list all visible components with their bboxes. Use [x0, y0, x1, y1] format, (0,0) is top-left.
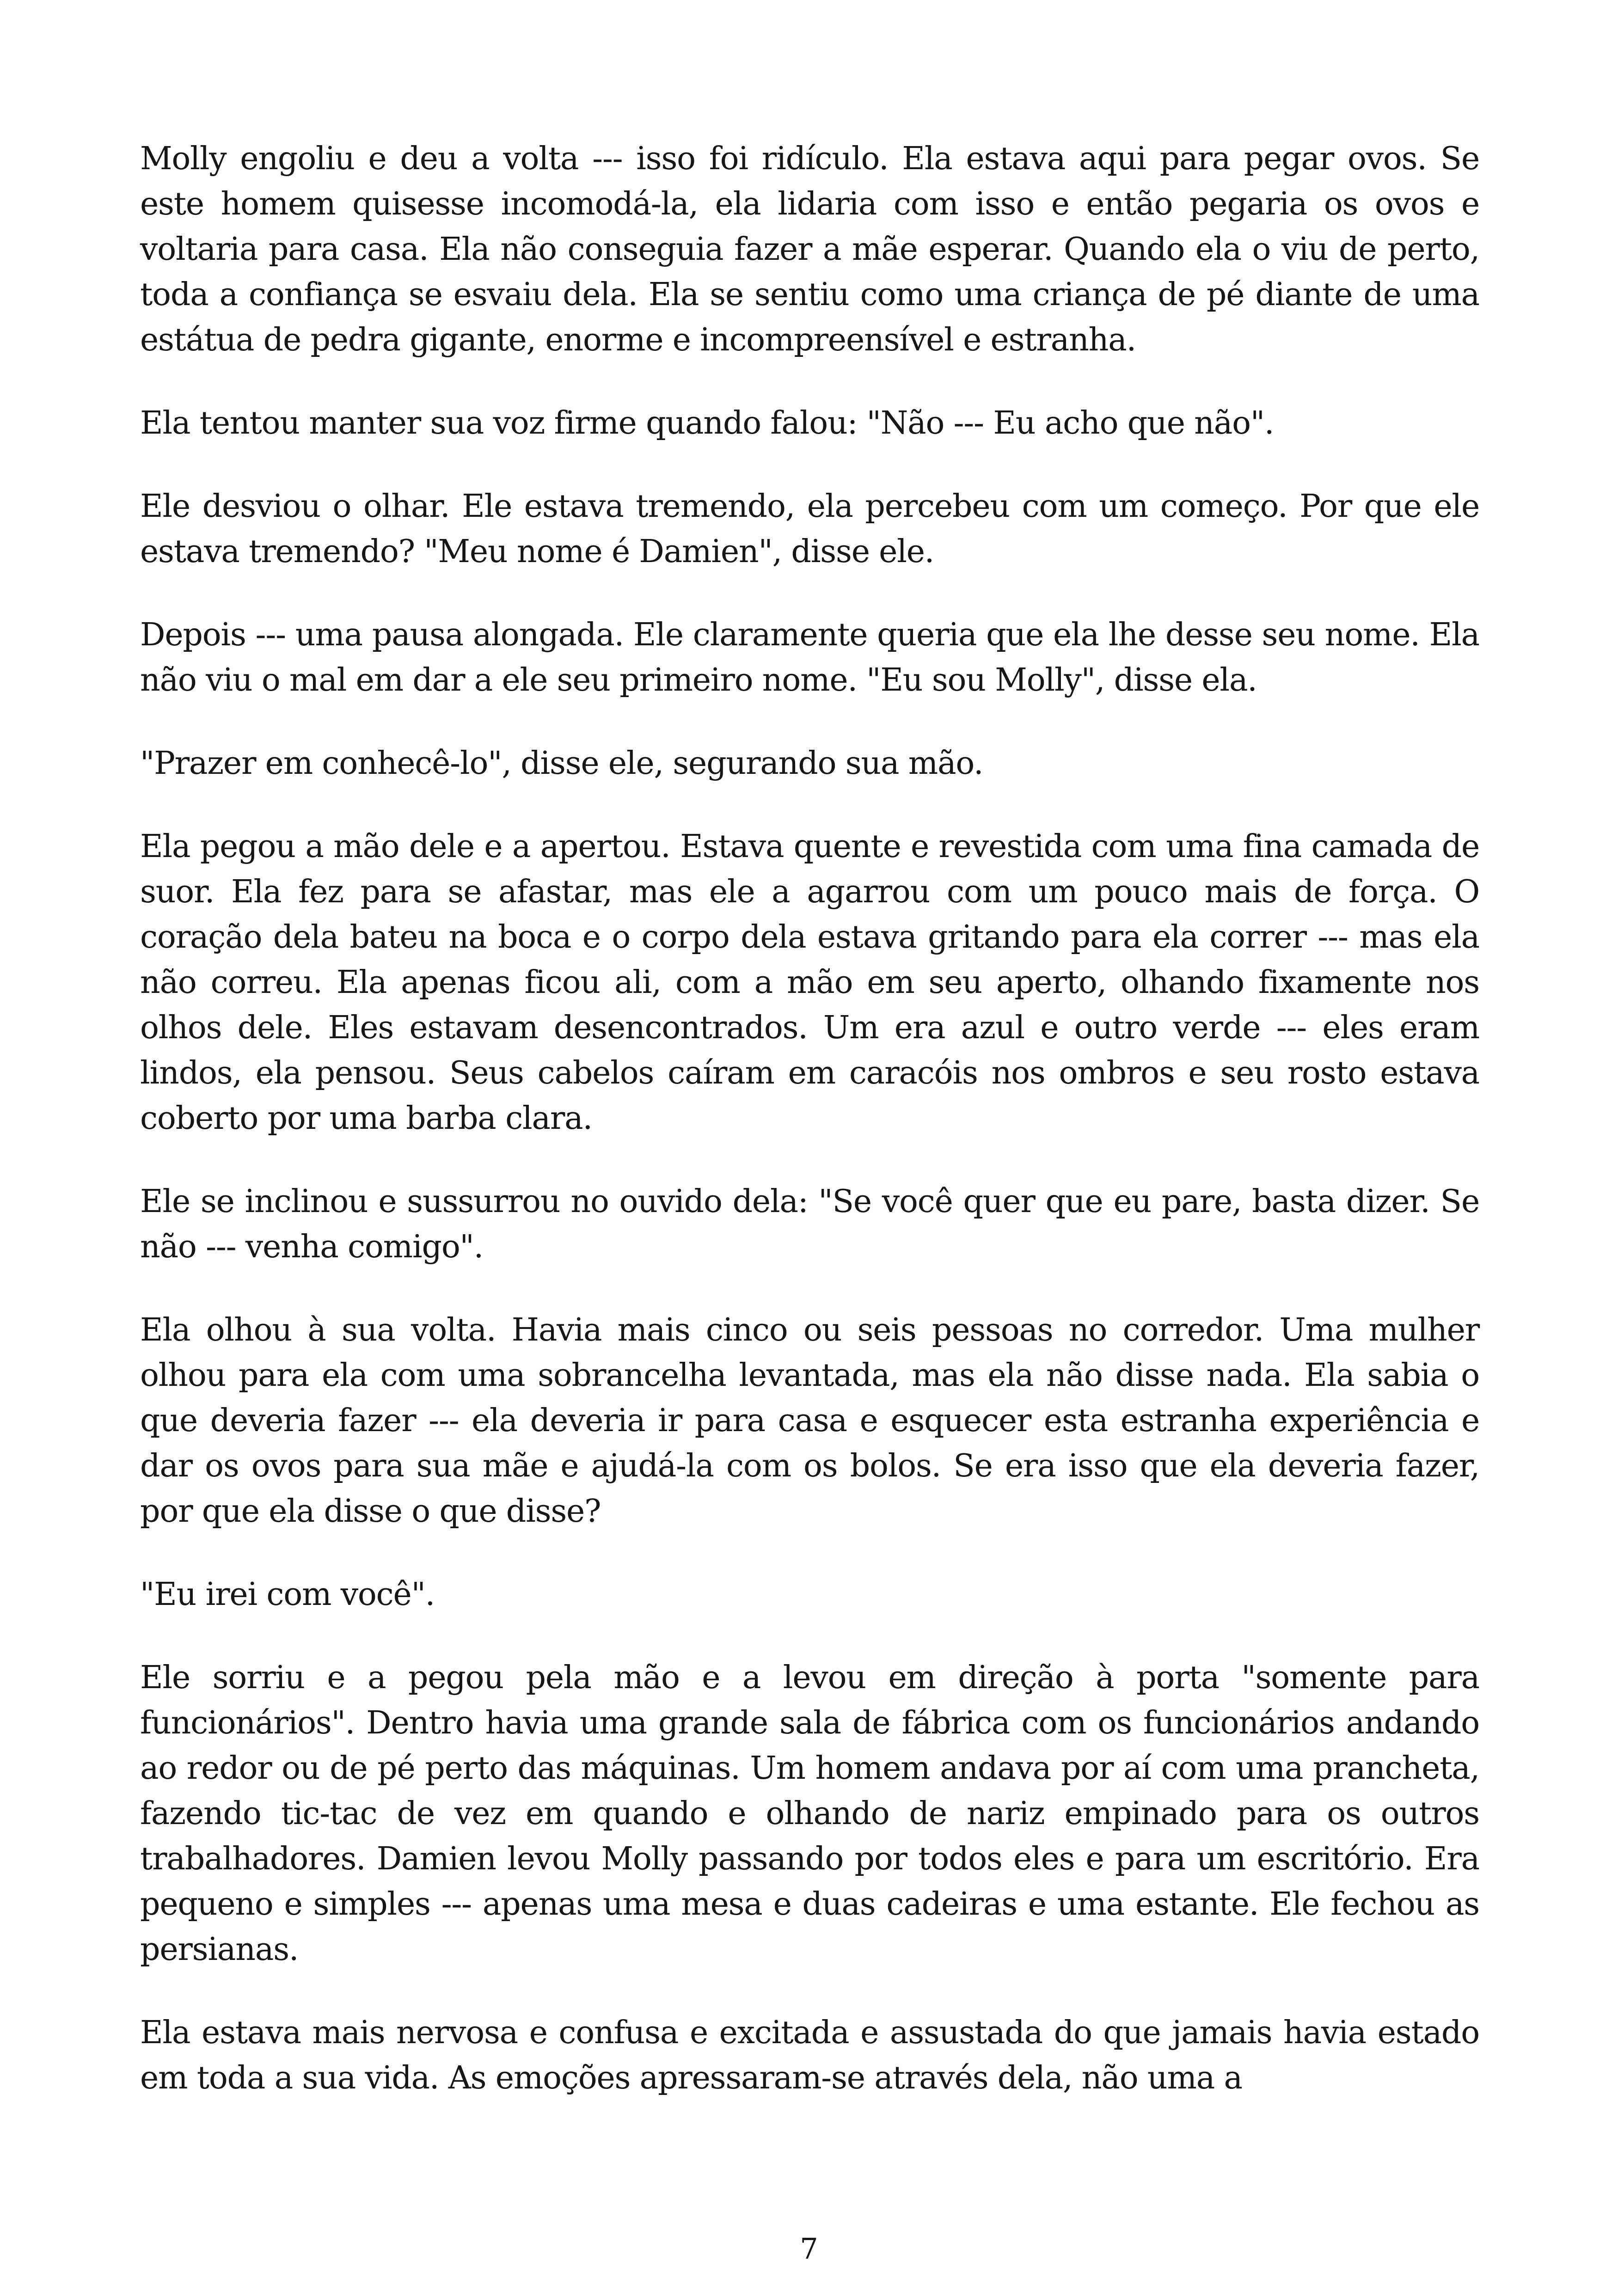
- paragraph-4: Depois --- uma pausa alongada. Ele claramente queria que ela lhe desse seu nome. Ela não viu o mal em dar a ele seu primeiro nome. "Eu sou Molly", disse ela.: [140, 617, 1479, 698]
- paragraph-7: Ele se inclinou e sussurrou no ouvido dela: "Se você quer que eu pare, basta dizer. Se não --- venha comigo".: [140, 1183, 1479, 1265]
- paragraph-11: Ela estava mais nervosa e confusa e excitada e assustada do que jamais havia estado em toda a sua vida. As emoções apressaram-se através dela, não uma a: [140, 2014, 1479, 2096]
- paragraph-9: "Eu irei com você".: [140, 1576, 435, 1613]
- page-number: 7: [800, 2232, 818, 2265]
- paragraph-2: Ela tentou manter sua voz firme quando falou: "Não --- Eu acho que não".: [140, 405, 1274, 441]
- page-body: [140, 136, 1479, 2139]
- paragraph-1: Molly engoliu e deu a volta --- isso foi ridículo. Ela estava aqui para pegar ovos. Se este homem quisesse incomodá-la, ela lidaria com isso e então pegaria os ovos e voltaria para casa. Ela não conseguia fazer a mãe esperar. Quando ela o viu de perto, toda a confiança se esvaiu dela. Ela se sentiu como uma criança de pé diante de uma estátua de pedra gigante, enorme e incompreensível e estranha.: [140, 141, 1479, 358]
- paragraph-10: Ele sorriu e a pegou pela mão e a levou em direção à porta "somente para funcionários". Dentro havia uma grande sala de fábrica com os funcionários andando ao redor ou de pé perto das máquinas. Um homem andava por aí com uma prancheta, fazendo tic-tac de vez em quando e olhando de nariz empinado para os outros trabalhadores. Damien levou Molly passando por todos eles e para um escritório. Era pequeno e simples --- apenas uma mesa e duas cadeiras e uma estante. Ele fechou as persianas.: [140, 1659, 1479, 1968]
- paragraph-6: Ela pegou a mão dele e a apertou. Estava quente e revestida com uma fina camada de suor. Ela fez para se afastar, mas ele a agarrou com um pouco mais de força. O coração dela bateu na boca e o corpo dela estava gritando para ela correr --- mas ela não correu. Ela apenas ficou ali, com a mão em seu aperto, olhando fixamente nos olhos dele. Eles estavam desencontrados. Um era azul e outro verde --- eles eram lindos, ela pensou. Seus cabelos caíram em caracóis nos ombros e seu rosto estava coberto por uma barba clara.: [140, 828, 1479, 1137]
- paragraph-8: Ela olhou à sua volta. Havia mais cinco ou seis pessoas no corredor. Uma mulher olhou para ela com uma sobrancelha levantada, mas ela não disse nada. Ela sabia o que deveria fazer --- ela deveria ir para casa e esquecer esta estranha experiência e dar os ovos para sua mãe e ajudá-la com os bolos. Se era isso que ela deveria fazer, por que ela disse o que disse?: [140, 1312, 1479, 1530]
- paragraph-3: Ele desviou o olhar. Ele estava tremendo, ela percebeu com um começo. Por que ele estava tremendo? "Meu nome é Damien", disse ele.: [140, 488, 1479, 570]
- paragraph-5: "Prazer em conhecê-lo", disse ele, segurando sua mão.: [140, 745, 983, 782]
